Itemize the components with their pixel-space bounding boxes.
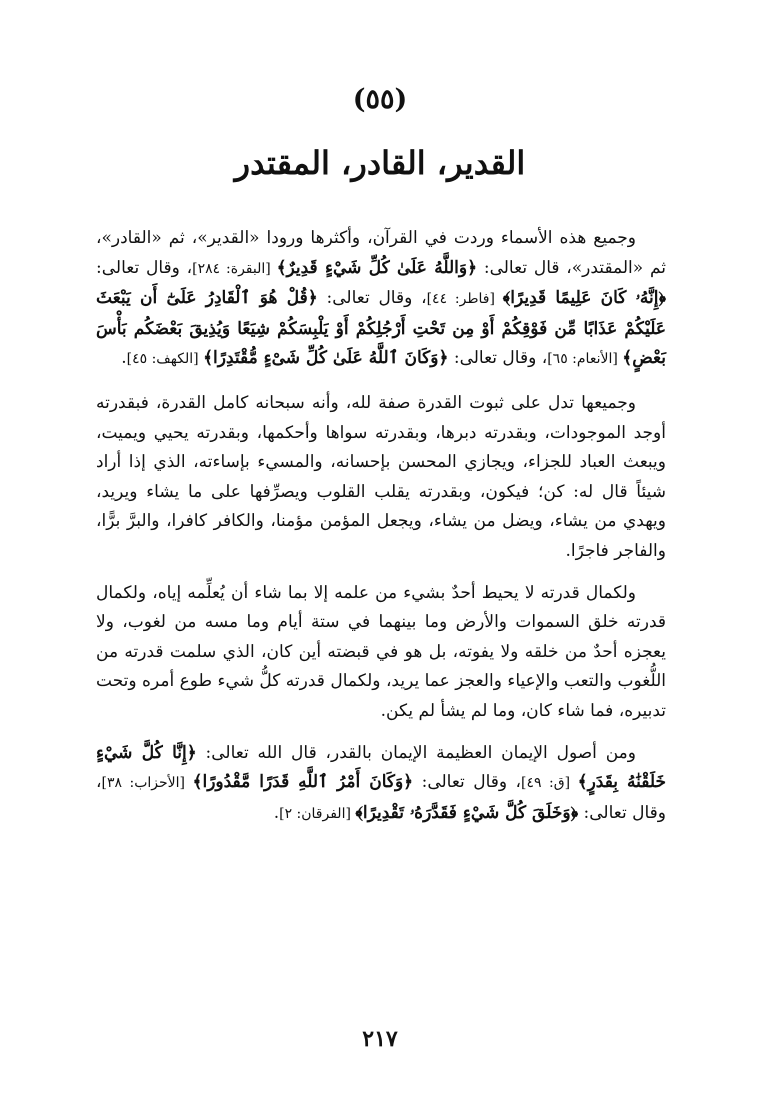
chapter-title: القدير، القادر، المقتدر bbox=[234, 144, 526, 182]
quran-verse: ﴿وَاللَّهُ عَلَىٰ كُلِّ شَيْءٍ قَدِيرٌ﴾ bbox=[276, 257, 478, 278]
quran-verse: ﴿وَكَانَ أَمْرُ ٱللَّهِ قَدَرًا مَّقْدُورًا﴾ bbox=[192, 772, 414, 793]
verse-reference: [البقرة: ٢٨٤] bbox=[192, 260, 277, 277]
text-run: ، وقال تعالى: bbox=[448, 348, 548, 369]
verse-reference: [الأنعام: ٦٥] bbox=[547, 351, 623, 368]
quran-verse: ﴿إِنَّا كُلَّ شَيْءٍ خَلَقْنَٰهُ بِقَدَرٍ﴾ bbox=[96, 742, 666, 793]
quran-verse: ﴿قُلْ هُوَ ٱلْقَادِرُ عَلَىٰٓ أَن يَبْعَثَ عَلَيْكُمْ عَذَابًا مِّن فَوْقِكُمْ أَوْ مِن تَحْتِ أَرْجُلِكُمْ أَوْ يَلْبِسَكُمْ شِيَعًا وَيُذِيقَ بَعْضَكُم بَأْسَ بَعْضٍ﴾ bbox=[96, 288, 666, 369]
chapter-number: (٥٥) bbox=[352, 84, 408, 115]
verse-reference: [الأحزاب: ٣٨] bbox=[101, 775, 193, 792]
page-number: ٢١٧ bbox=[362, 1026, 398, 1052]
verse-reference: [ق: ٤٩] bbox=[521, 775, 578, 792]
text-run: ، وقال تعالى: bbox=[96, 257, 193, 278]
paragraph-belief-in-qadar bbox=[96, 739, 666, 830]
text-run: ، وقال تعالى: bbox=[96, 772, 666, 823]
text-run: ، وقال تعالى: bbox=[413, 772, 522, 793]
paragraph-perfect-power: ولكمال قدرته لا يحيط أحدٌ بشيء من علمه إلا بما شاء أن يُعلِّمه إياه، ولكمال قدرته خلق السموات والأرض وما بينهما في ستة أيام وما مسه من لغوب، ولا يعجزه أحدٌ من خلقه ولا يفوته، بل هو في قبضته أين كان، الذي سلمت قدرته من اللُّغوب والتعب والإعياء والعجز عما يريد، ولكمال قدرته كلُّ شيء طوع أمره وتحت تدبيره، فما شاء كان، وما لم يشأ لم يكن. bbox=[96, 582, 666, 721]
quran-verse: ﴿وَكَانَ ٱللَّهُ عَلَىٰ كُلِّ شَىْءٍ مُّقْتَدِرًا﴾ bbox=[203, 348, 449, 369]
text-run: ، وقال تعالى: bbox=[317, 288, 427, 309]
text-run: ومن أصول الإيمان العظيمة الإيمان بالقدر، قال الله تعالى: bbox=[196, 742, 637, 763]
quran-verse: ﴿وَخَلَقَ كُلَّ شَيْءٍ فَقَدَّرَهُۥ تَقْدِيرًا﴾ bbox=[355, 802, 579, 823]
text-run: وجميع هذه الأسماء وردت في القرآن، وأكثرها ورودا «القدير»، ثم «القادر»، ثم «المقتدر»، قال تعالى: bbox=[96, 228, 667, 278]
verse-reference: [الكهف: ٤٥] bbox=[126, 351, 204, 368]
body-text bbox=[96, 224, 666, 841]
text-run: . bbox=[273, 802, 280, 823]
paragraph-names-in-quran bbox=[96, 224, 666, 375]
verse-reference: [فاطر: ٤٤] bbox=[426, 291, 503, 308]
text-run: . bbox=[121, 348, 127, 369]
paragraph-meaning: وجميعها تدل على ثبوت القدرة صفة لله، وأنه سبحانه كامل القدرة، فبقدرته أوجد الموجودات، وبقدرته دبرها، وبقدرته سواها وأحكمها، وبقدرته يحيي ويميت، ويبعث العباد للجزاء، ويجازي المحسن بإحسانه، والمسيء بإساءته، الذي إذا أراد شيئاً قال له: كن؛ فيكون، وبقدرته يقلب القلوب ويصرِّفها على ما يشاء ويريد، ويهدي من يشاء، ويضل من يشاء، ويجعل المؤمن مؤمنا، والكافر كافرا، والبرَّ برًّا، والفاجر فاجرًا. bbox=[96, 392, 666, 561]
verse-reference: [الفرقان: ٢] bbox=[279, 805, 356, 822]
quran-verse: ﴿إِنَّهُۥ كَانَ عَلِيمًا قَدِيرًا﴾ bbox=[502, 288, 667, 309]
